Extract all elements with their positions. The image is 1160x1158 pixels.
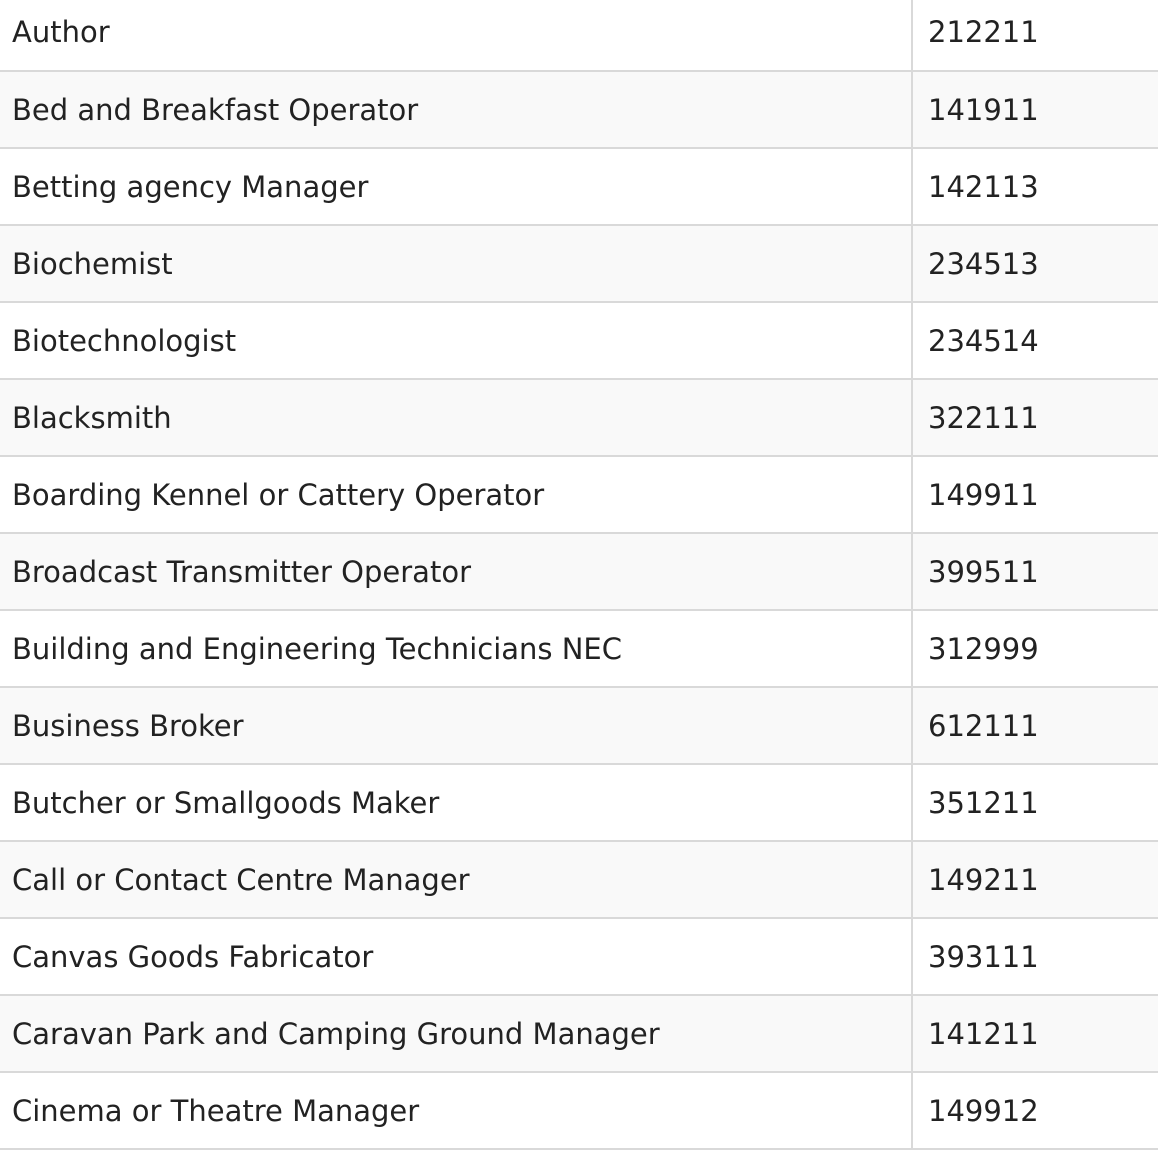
table-row	[0, 533, 1158, 610]
table-row	[0, 302, 1158, 379]
code-cell: 149211	[912, 841, 1158, 918]
occupation-cell: Bed and Breakfast Operator	[0, 71, 912, 148]
table-row	[0, 1072, 1158, 1149]
occupation-cell: Blacksmith	[0, 379, 912, 456]
table-row	[0, 456, 1158, 533]
code-cell: 351211	[912, 764, 1158, 841]
occupation-cell: Building and Engineering Technicians NEC	[0, 610, 912, 687]
table-row	[0, 148, 1158, 225]
table-row	[0, 379, 1158, 456]
occupation-cell: Biochemist	[0, 225, 912, 302]
code-cell: 141911	[912, 71, 1158, 148]
occupation-cell: Broadcast Transmitter Operator	[0, 533, 912, 610]
table-row	[0, 995, 1158, 1072]
code-cell: 234514	[912, 302, 1158, 379]
table-row	[0, 918, 1158, 995]
code-cell: 312999	[912, 610, 1158, 687]
occupation-cell: Butcher or Smallgoods Maker	[0, 764, 912, 841]
table-row	[0, 841, 1158, 918]
code-cell: 149912	[912, 1072, 1158, 1149]
table-row	[0, 764, 1158, 841]
occupation-cell: Biotechnologist	[0, 302, 912, 379]
code-cell: 149911	[912, 456, 1158, 533]
occupation-cell: Canvas Goods Fabricator	[0, 918, 912, 995]
code-cell: 612111	[912, 687, 1158, 764]
occupation-cell: Author	[0, 0, 912, 71]
occupation-cell: Caravan Park and Camping Ground Manager	[0, 995, 912, 1072]
occupation-cell: Call or Contact Centre Manager	[0, 841, 912, 918]
table-row	[0, 610, 1158, 687]
code-cell: 212211	[912, 0, 1158, 71]
table-row	[0, 0, 1158, 71]
code-cell: 393111	[912, 918, 1158, 995]
code-cell: 141211	[912, 995, 1158, 1072]
code-cell: 142113	[912, 148, 1158, 225]
occupation-cell: Cinema or Theatre Manager	[0, 1072, 912, 1149]
code-cell: 234513	[912, 225, 1158, 302]
occupation-cell: Business Broker	[0, 687, 912, 764]
occupation-cell: Boarding Kennel or Cattery Operator	[0, 456, 912, 533]
code-cell: 399511	[912, 533, 1158, 610]
table-row	[0, 225, 1158, 302]
occupation-cell: Betting agency Manager	[0, 148, 912, 225]
table-row	[0, 71, 1158, 148]
table-row	[0, 687, 1158, 764]
code-cell: 322111	[912, 379, 1158, 456]
